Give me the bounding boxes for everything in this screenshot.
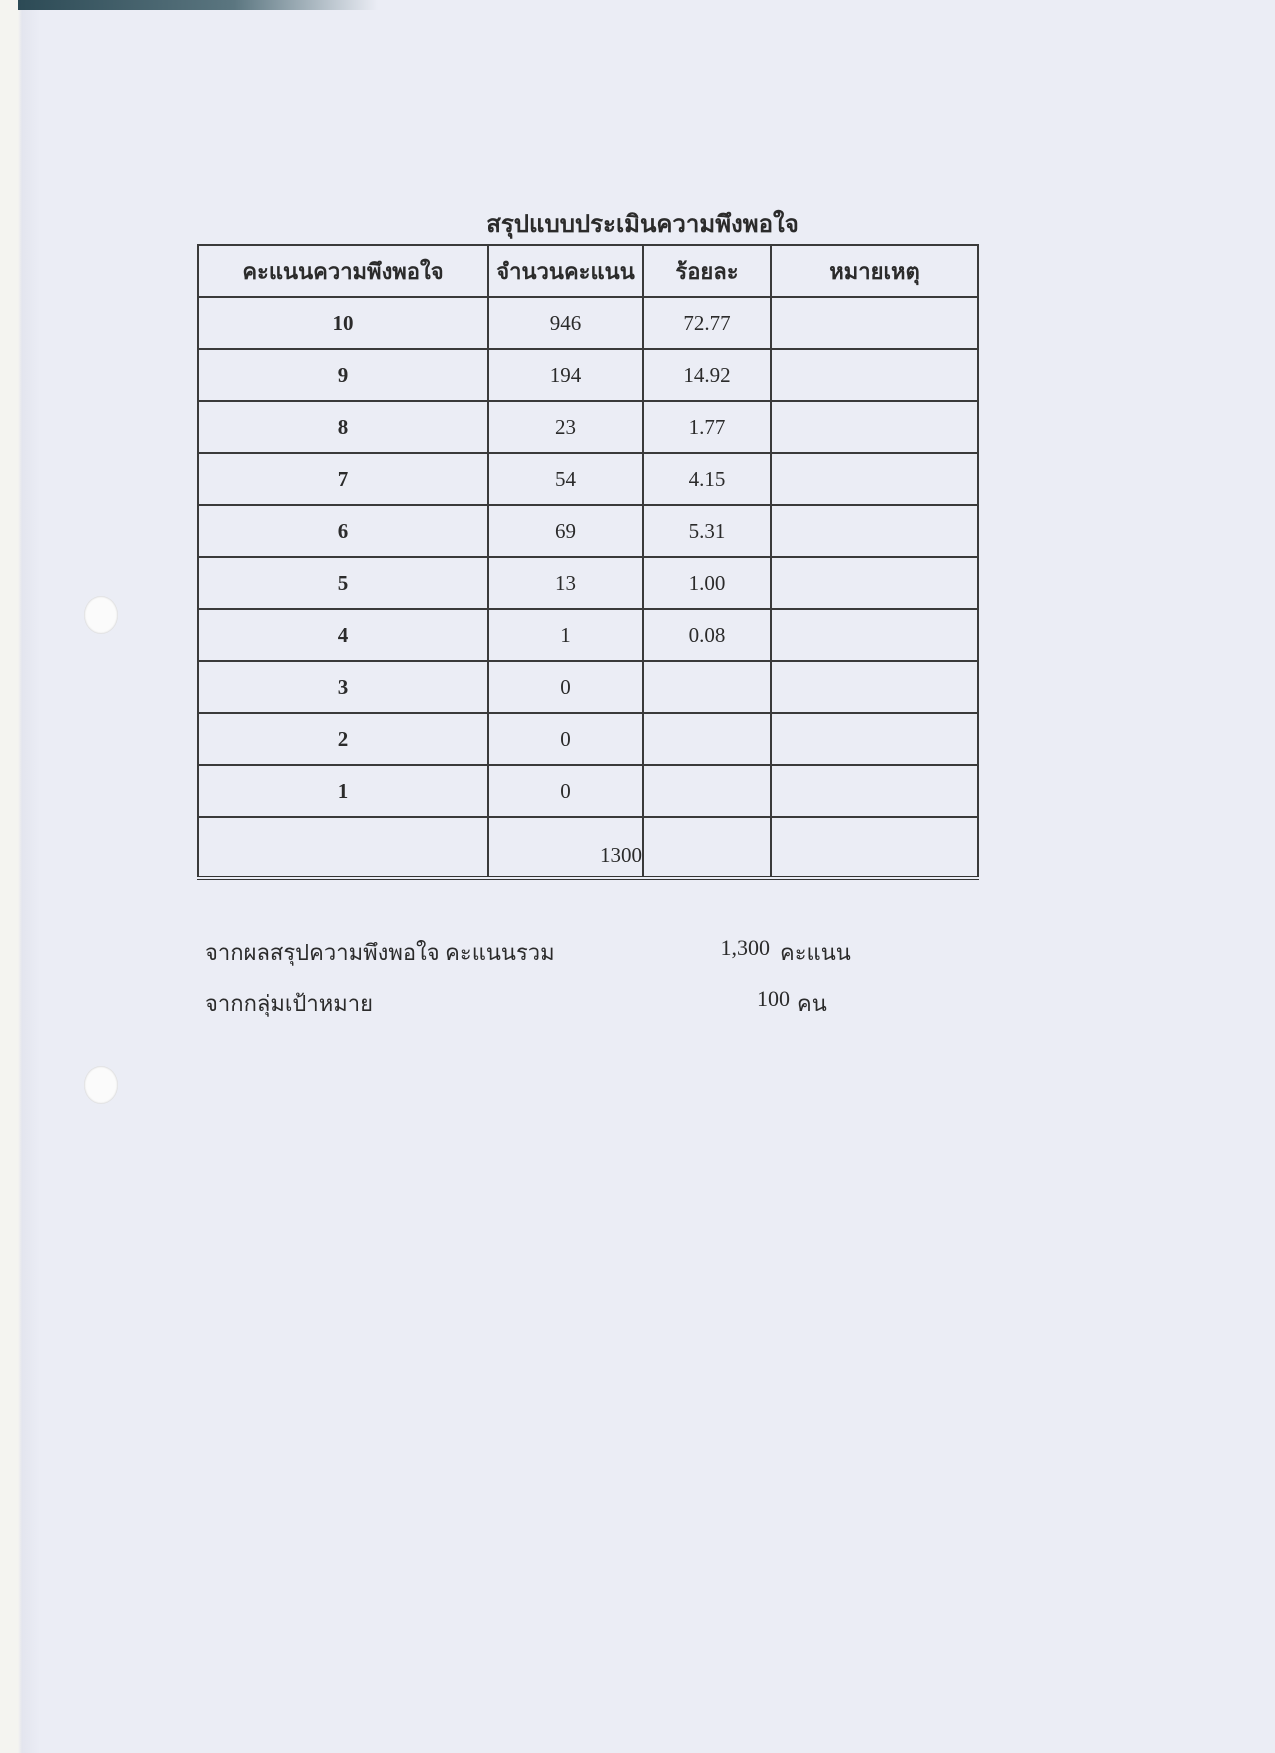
cell-percent: 72.77 xyxy=(643,297,771,349)
table-row xyxy=(198,401,978,453)
table-row xyxy=(198,557,978,609)
cell-count: 194 xyxy=(488,349,643,401)
cell-score: 7 xyxy=(198,453,488,505)
punch-hole-bottom xyxy=(84,1066,118,1104)
cell-score: 3 xyxy=(198,661,488,713)
cell-count: 13 xyxy=(488,557,643,609)
header-score: คะแนนความพึงพอใจ xyxy=(198,245,488,297)
table-body xyxy=(198,297,978,817)
cell-count: 1 xyxy=(488,609,643,661)
cell-remark xyxy=(771,609,978,661)
total-remark-cell xyxy=(771,817,978,878)
document-title: สรุปแบบประเมินความพึงพอใจ xyxy=(486,212,799,238)
satisfaction-summary-table xyxy=(197,244,979,880)
total-score-cell xyxy=(198,817,488,878)
cell-count: 0 xyxy=(488,765,643,817)
cell-count: 54 xyxy=(488,453,643,505)
cell-count: 0 xyxy=(488,661,643,713)
cell-score: 5 xyxy=(198,557,488,609)
table-row xyxy=(198,713,978,765)
header-percent: ร้อยละ xyxy=(643,245,771,297)
summary-total-score-label: จากผลสรุปความพึงพอใจ คะแนนรวม xyxy=(205,940,555,965)
header-count: จำนวนคะแนน xyxy=(488,245,643,297)
cell-percent: 1.77 xyxy=(643,401,771,453)
cell-score: 6 xyxy=(198,505,488,557)
cell-count: 946 xyxy=(488,297,643,349)
cell-percent: 14.92 xyxy=(643,349,771,401)
summary-total-score-value: 1,300 xyxy=(720,935,770,960)
cell-remark xyxy=(771,557,978,609)
cell-score: 10 xyxy=(198,297,488,349)
cell-count: 69 xyxy=(488,505,643,557)
cell-percent xyxy=(643,713,771,765)
table-row xyxy=(198,661,978,713)
cell-count: 0 xyxy=(488,713,643,765)
cell-count: 23 xyxy=(488,401,643,453)
summary-target-group-unit: คน xyxy=(797,991,827,1016)
cell-remark xyxy=(771,453,978,505)
cell-percent xyxy=(643,661,771,713)
table-row xyxy=(198,453,978,505)
cell-score: 4 xyxy=(198,609,488,661)
cell-remark xyxy=(771,349,978,401)
cell-remark xyxy=(771,713,978,765)
total-percent-cell xyxy=(643,817,771,878)
cell-remark xyxy=(771,401,978,453)
table-row xyxy=(198,609,978,661)
cell-remark xyxy=(771,765,978,817)
table-row xyxy=(198,505,978,557)
cell-remark xyxy=(771,505,978,557)
summary-total-score-unit: คะแนน xyxy=(780,940,851,965)
summary-target-group-value: 100 xyxy=(757,986,790,1011)
cell-score: 2 xyxy=(198,713,488,765)
cell-score: 8 xyxy=(198,401,488,453)
cell-score: 1 xyxy=(198,765,488,817)
total-count-cell: 1300 xyxy=(488,817,643,878)
table-row xyxy=(198,765,978,817)
cell-percent: 0.08 xyxy=(643,609,771,661)
cell-score: 9 xyxy=(198,349,488,401)
summary-total-score-line xyxy=(205,935,905,986)
summary-section xyxy=(205,935,905,1037)
header-remark: หมายเหตุ xyxy=(771,245,978,297)
cell-percent: 4.15 xyxy=(643,453,771,505)
table-row xyxy=(198,349,978,401)
summary-target-group-line xyxy=(205,986,905,1037)
cell-remark xyxy=(771,297,978,349)
cell-percent xyxy=(643,765,771,817)
scan-edge-strip xyxy=(18,0,378,10)
punch-hole-top xyxy=(84,596,118,634)
cell-percent: 1.00 xyxy=(643,557,771,609)
table-row xyxy=(198,297,978,349)
summary-target-group-label: จากกลุ่มเป้าหมาย xyxy=(205,991,373,1016)
cell-remark xyxy=(771,661,978,713)
cell-percent: 5.31 xyxy=(643,505,771,557)
table-total-row xyxy=(198,817,978,878)
table-header-row xyxy=(198,245,978,297)
